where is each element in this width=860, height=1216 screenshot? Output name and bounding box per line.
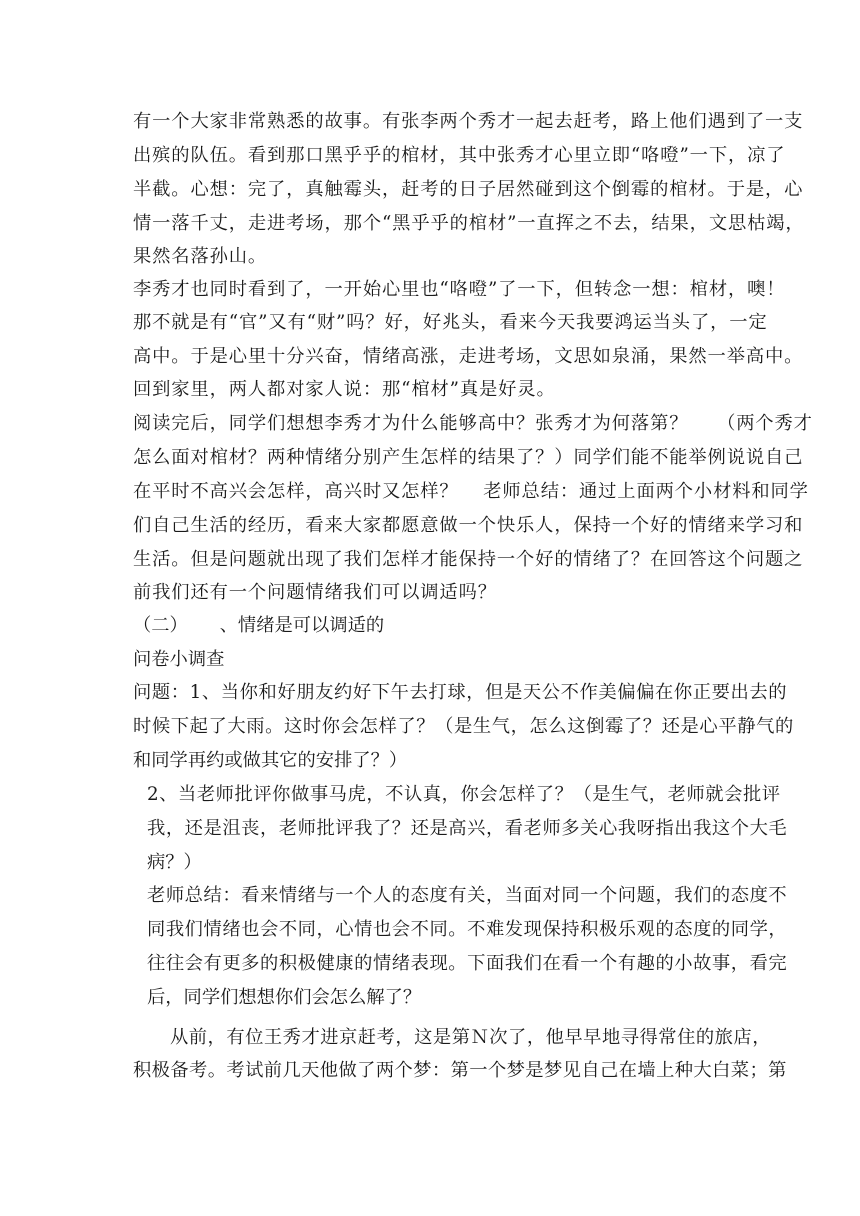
text-line: 们自己生活的经历，看来大家都愿意做一个快乐人，保持一个好的情绪来学习和 [133, 515, 804, 536]
text-line: 果然名落孙山。 [133, 246, 268, 267]
text-line: 半截。心想：完了，真触霉头，赶考的日子居然碰到这个倒霉的棺材。于是，心 [133, 179, 804, 200]
text-line: 和同学再约或做其它的安排了？） [133, 750, 408, 771]
text-line: 前我们还有一个问题情绪我们可以调适吗？ [133, 582, 497, 603]
text-line: 时候下起了大雨。这时你会怎样了？（是生气，怎么这倒霉了？还是心平静气的 [133, 716, 794, 737]
text-line: 从前，有位王秀才进京赶考，这是第Ｎ次了，他早早地寻得常住的旅店， [170, 1027, 771, 1048]
text-line: 回到家里，两人都对家人说：那“棺材”真是好灵。 [133, 379, 556, 400]
text-line: 生活。但是问题就出现了我们怎样才能保持一个好的情绪了？在回答这个问题之 [133, 549, 804, 570]
subheading: 问卷小调查 [133, 649, 225, 670]
text-line: 2、当老师批评你做事马虎，不认真，你会怎样了？（是生气，老师就会批评 [147, 784, 781, 805]
text-line: 那不就是有“官”又有“财”吗？好，好兆头，看来今天我要鸿运当头了，一定 [133, 312, 768, 333]
text-line: 情一落千丈，走进考场，那个“黑乎乎的棺材”一直挥之不去，结果，文思枯竭， [133, 213, 805, 234]
section-heading: （二） 、情绪是可以调适的 [133, 615, 385, 636]
text-line: 我，还是沮丧，老师批评我了？还是高兴，看老师多关心我呀指出我这个大毛 [147, 818, 788, 839]
text-line: 同我们情绪也会不同，心情也会不同。不难发现保持积极乐观的态度的同学， [147, 919, 788, 940]
text-line: 问题：1、当你和好朋友约好下午去打球，但是天公不作美偏偏在你正要出去的 [133, 682, 788, 703]
text-line: 病？） [147, 852, 202, 873]
text-line: 怎么面对棺材？两种情绪分别产生怎样的结果了？）同学们能不能举例说说自己 [133, 447, 804, 468]
text-line: 出殡的队伍。看到那口黑乎乎的棺材，其中张秀才心里立即“咯噔”一下，凉了 [133, 145, 786, 166]
text-line: 后，同学们想想你们会怎么解了？ [147, 987, 422, 1008]
text-line: 老师总结：看来情绪与一个人的态度有关，当面对同一个问题，我们的态度不 [147, 885, 788, 906]
text-line: 在平时不高兴会怎样，高兴时又怎样？ 老师总结：通过上面两个小材料和同学 [133, 481, 809, 502]
text-line: 高中。于是心里十分兴奋，情绪高涨，走进考场，文思如泉涌，果然一举高中。 [133, 346, 804, 367]
text-line: 往往会有更多的积极健康的情绪表现。下面我们在看一个有趣的小故事，看完 [147, 953, 788, 974]
text-line: 有一个大家非常熟悉的故事。有张李两个秀才一起去赶考，路上他们遇到了一支 [133, 111, 804, 132]
text-line: 积极备考。考试前几天他做了两个梦：第一个梦是梦见自己在墙上种大白菜；第 [133, 1060, 787, 1081]
text-line: 李秀才也同时看到了，一开始心里也“咯噔”了一下，但转念一想：棺材，噢！ [133, 279, 786, 300]
text-line: 阅读完后，同学们想想李秀才为什么能够高中？张秀才为何落第？ （两个秀才 [133, 413, 813, 434]
